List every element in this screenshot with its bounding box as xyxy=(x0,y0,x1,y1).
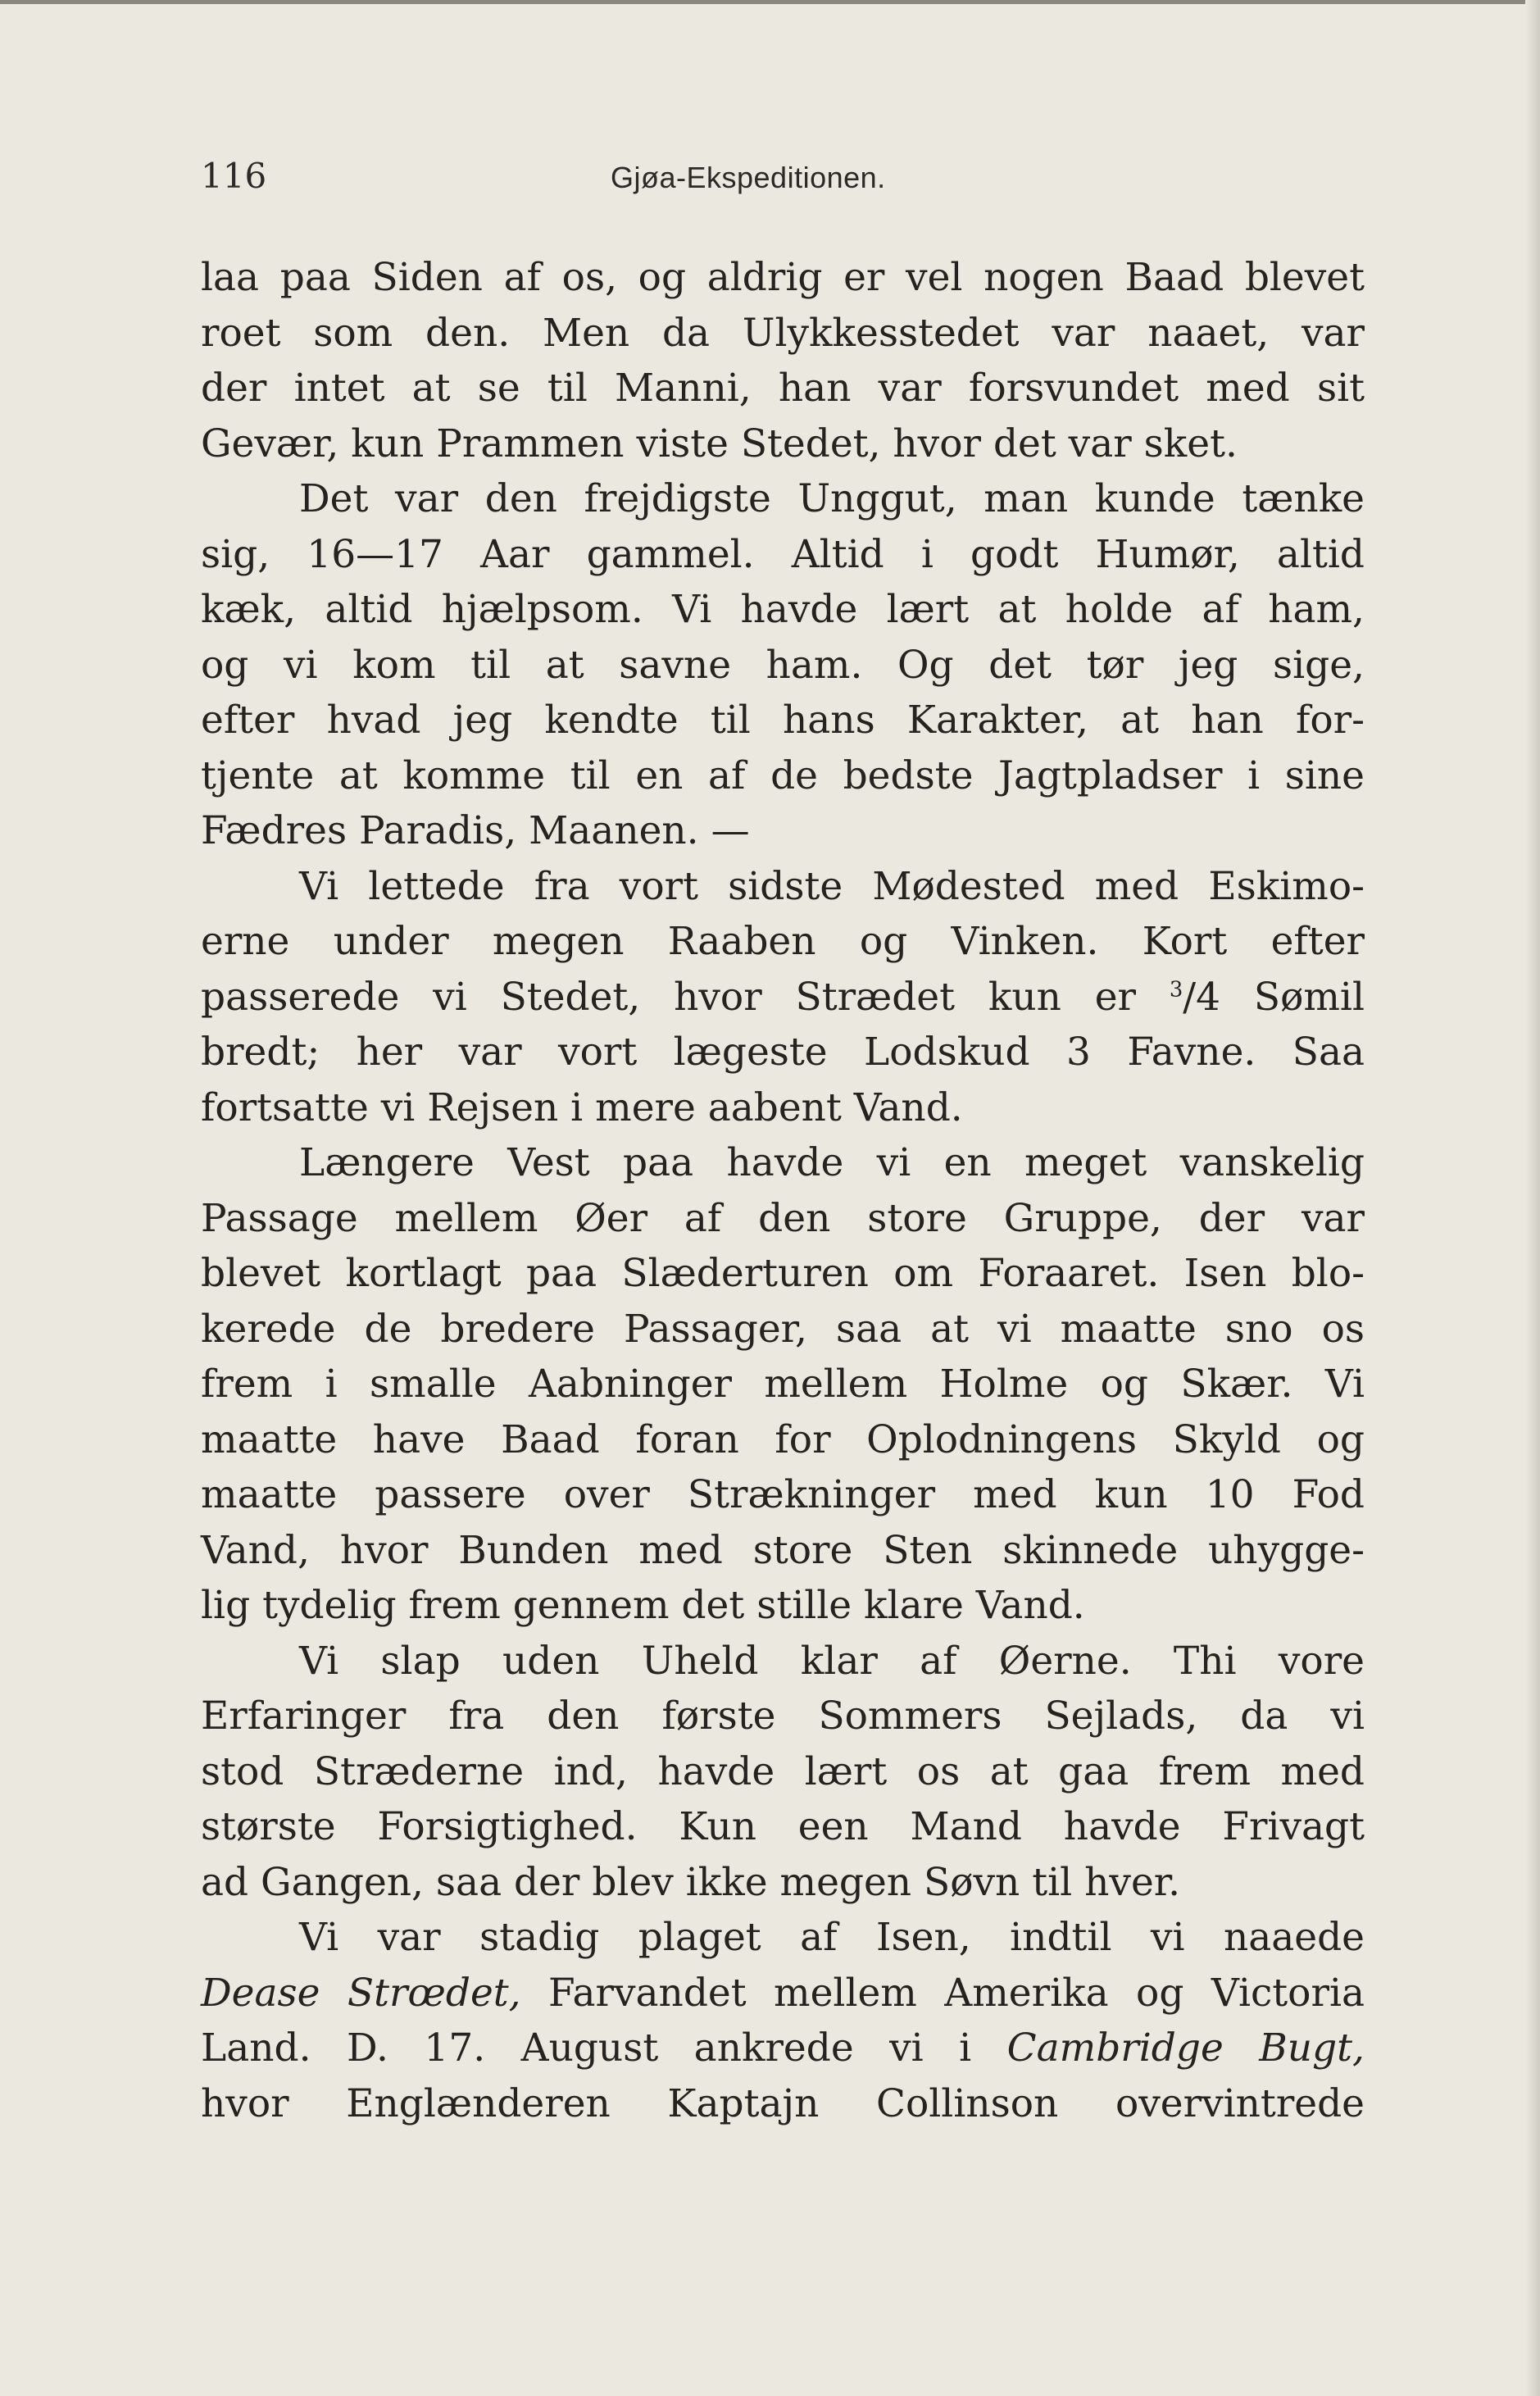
text-line: frem i smalle Aabninger mellem Holme og Skær. Vi xyxy=(201,1362,1365,1407)
text-line: erne under megen Raaben og Vinken. Kort efter xyxy=(201,919,1365,964)
text-line: Gevær, kun Prammen viste Stedet, hvor det var sket. xyxy=(201,421,1238,466)
page-right-edge xyxy=(1525,0,1540,2396)
text-line: maatte have Baad foran for Oplodningens Skyld og xyxy=(201,1416,1365,1462)
text-line: Erfaringer fra den første Sommers Sejlads, da vi xyxy=(201,1694,1365,1739)
text-line: maatte passere over Strækninger med kun 10 Fod xyxy=(201,1472,1365,1517)
body-text xyxy=(201,250,1365,2131)
text-line: kerede de bredere Passager, saa at vi maatte sno os xyxy=(201,1306,1365,1352)
text-line: stod Stræderne ind, havde lært os at gaa frem med xyxy=(201,1748,1365,1794)
text-line: passerede vi Stedet, hvor Strædet kun er $^3$/4 Sømil xyxy=(201,974,1365,1020)
text-line: Vi lettede fra vort sidste Mødested med Eskimo- xyxy=(299,863,1365,909)
page-header xyxy=(201,152,1365,201)
place-name: Cambridge Bugt, xyxy=(1006,2025,1365,2071)
text-line: bredt; her var vort lægeste Lodskud 3 Favne. Saa xyxy=(201,1030,1365,1075)
text-line: Vand, hvor Bunden med store Sten skinnede uhygge- xyxy=(201,1527,1365,1573)
running-title: Gjøa-Ekspeditionen. xyxy=(611,161,886,194)
text-line: der intet at se til Manni, han var forsvundet med sit xyxy=(201,366,1365,411)
text-line: Vi slap uden Uheld klar af Øerne. Thi vore xyxy=(299,1638,1365,1684)
text-line: Længere Vest paa havde vi en meget vanskelig xyxy=(299,1140,1365,1185)
text-line: Passage mellem Øer af den store Gruppe, der var xyxy=(201,1195,1365,1241)
text-line: største Forsigtighed. Kun een Mand havde Frivagt xyxy=(201,1804,1365,1849)
text-line: fortsatte vi Rejsen i mere aabent Vand. xyxy=(201,1084,963,1130)
place-name: Dease Strœdet, xyxy=(201,1970,521,2016)
text-line: lig tydelig frem gennem det stille klare Vand. xyxy=(201,1583,1085,1628)
text-line: tjente at komme til en af de bedste Jagtpladser i sine xyxy=(201,752,1365,798)
text-line: ad Gangen, saa der blev ikke megen Søvn til hver. xyxy=(201,1859,1181,1905)
text-line: hvor Englænderen Kaptajn Collinson overvintrede xyxy=(201,2080,1365,2126)
text-line: Vi var stadig plaget af Isen, indtil vi naaede xyxy=(299,1915,1365,1960)
text-line: Det var den frejdigste Unggut, man kunde tænke xyxy=(299,476,1365,521)
text-line: kæk, altid hjælpsom. Vi havde lært at holde af ham, xyxy=(201,587,1365,632)
text-line: Land. D. 17. August ankrede vi i Cambridge Bugt, xyxy=(201,2025,1365,2071)
text-line: laa paa Siden af os, og aldrig er vel nogen Baad blevet xyxy=(201,255,1365,300)
text-line: blevet kortlagt paa Slæderturen om Foraaret. Isen blo- xyxy=(201,1251,1365,1296)
text-line: roet som den. Men da Ulykkesstedet var naaet, var xyxy=(201,310,1365,356)
text-line: Dease Strœdet, Farvandet mellem Amerika og Victoria xyxy=(201,1970,1365,2016)
text-line: sig, 16—17 Aar gammel. Altid i godt Humør, altid xyxy=(201,531,1365,577)
text-line: og vi kom til at savne ham. Og det tør jeg sige, xyxy=(201,642,1365,688)
text-line: efter hvad jeg kendte til hans Karakter, at han for- xyxy=(201,698,1365,743)
fraction-numerator: 3 xyxy=(1169,976,1183,1002)
text-line: Fædres Paradis, Maanen. — xyxy=(201,808,750,853)
page-top-edge xyxy=(0,0,1540,4)
page-number: 116 xyxy=(201,156,267,196)
